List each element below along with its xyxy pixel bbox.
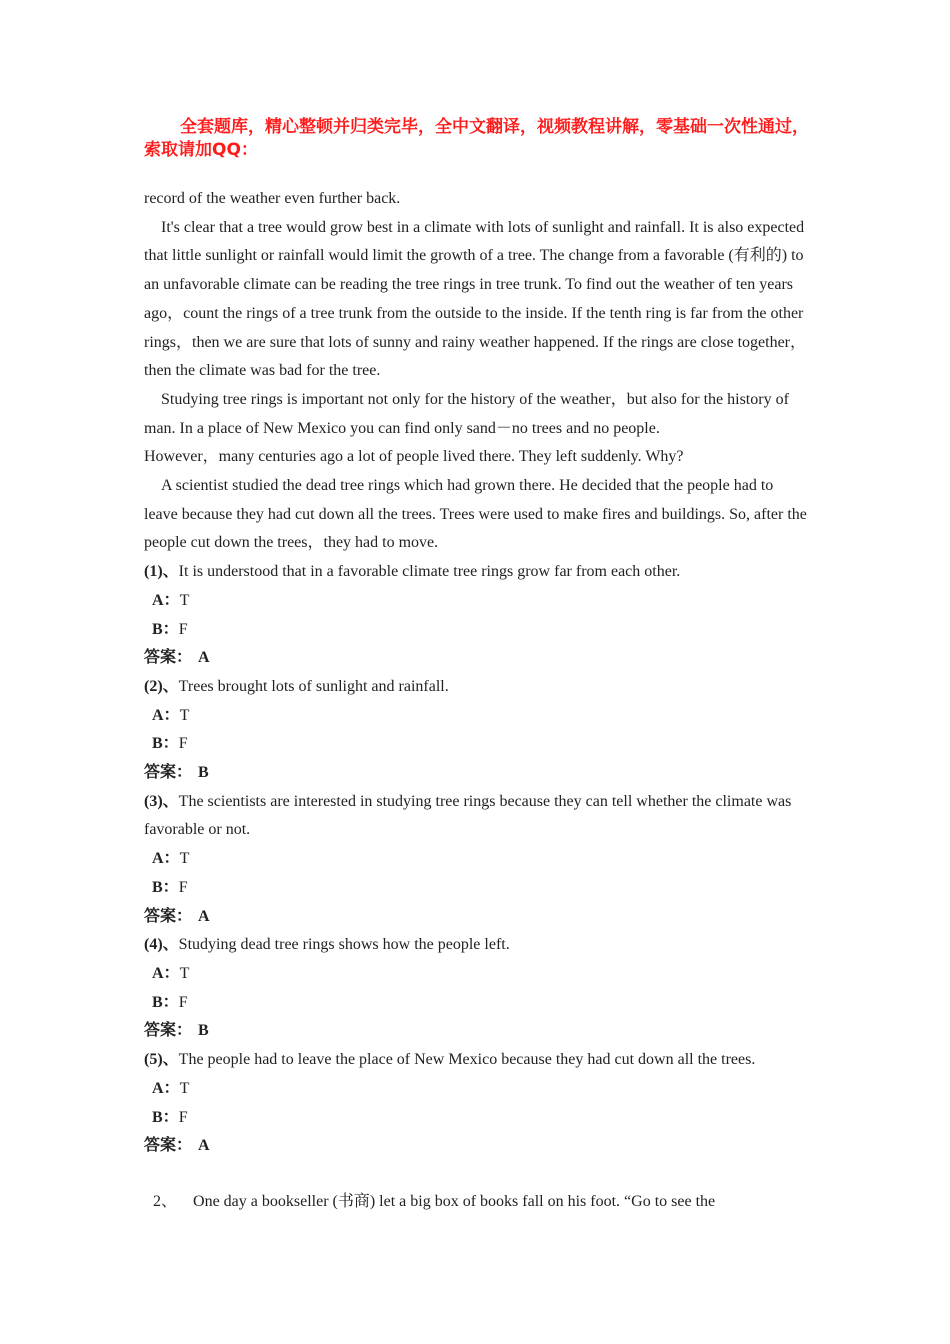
option-a bbox=[144, 960, 808, 989]
option-b bbox=[144, 1104, 808, 1133]
option-a bbox=[144, 1075, 808, 1104]
option-b bbox=[144, 874, 808, 903]
option-text: T bbox=[179, 1079, 190, 1097]
answer-value: A bbox=[198, 1137, 210, 1155]
promo-header: 全套题库，精心整顿并归类完毕，全中文翻译，视频教程讲解，零基础一次性通过，索取请加QQ： bbox=[144, 117, 809, 160]
question-number: (2)、 bbox=[144, 677, 179, 695]
question-5 bbox=[144, 1046, 808, 1161]
answer-label: 答案： bbox=[144, 907, 193, 925]
item-text: One day a bookseller (书商) let a big box of books fall on his foot. “Go to see the bbox=[193, 1193, 716, 1210]
option-label: A： bbox=[152, 706, 180, 724]
answer-value: A bbox=[198, 649, 210, 667]
question-text: The people had to leave the place of New Mexico because they had cut down all the trees. bbox=[178, 1051, 756, 1069]
paragraph: Studying tree rings is important not only for the history of the weather，but also for the history of man. In a place of New Mexico you can find only sand－no trees and no people. bbox=[144, 390, 789, 437]
option-b bbox=[144, 616, 808, 645]
paragraph: However，many centuries ago a lot of people lived there. They left suddenly. Why? bbox=[144, 448, 684, 466]
answer-value: A bbox=[198, 907, 210, 925]
option-b bbox=[144, 989, 808, 1018]
option-text: F bbox=[178, 1108, 188, 1126]
option-text: F bbox=[178, 735, 188, 753]
paragraph: A scientist studied the dead tree rings which had grown there. He decided that the people had to leave because they had cut down all the trees. Trees were used to make fires and buildings. So, after the people cut down the trees，they had to move. bbox=[144, 477, 807, 552]
option-text: F bbox=[178, 878, 188, 896]
option-text: F bbox=[178, 993, 188, 1011]
question-number: (1)、 bbox=[144, 563, 179, 581]
passage bbox=[144, 185, 808, 1161]
option-label: A： bbox=[152, 1079, 180, 1097]
answer-value: B bbox=[198, 764, 209, 782]
paragraph: record of the weather even further back. bbox=[144, 190, 401, 207]
question-text: It is understood that in a favorable climate tree rings grow far from each other. bbox=[178, 563, 681, 581]
question-number: (4)、 bbox=[144, 936, 179, 954]
item-number: 2、 bbox=[153, 1193, 178, 1210]
answer-label: 答案： bbox=[144, 764, 193, 782]
option-text: T bbox=[179, 591, 190, 609]
answer-value: B bbox=[198, 1022, 209, 1040]
answer bbox=[144, 759, 808, 788]
option-a bbox=[144, 702, 808, 731]
option-label: A： bbox=[152, 964, 180, 982]
option-label: A： bbox=[152, 591, 180, 609]
question-3 bbox=[144, 788, 808, 932]
answer bbox=[144, 1017, 808, 1046]
option-a bbox=[144, 845, 808, 874]
question-number: (5)、 bbox=[144, 1051, 179, 1069]
question-text: Trees brought lots of sunlight and rainfall. bbox=[178, 677, 449, 695]
option-label: B： bbox=[152, 1108, 179, 1126]
question-4 bbox=[144, 931, 808, 1046]
option-label: B： bbox=[152, 993, 179, 1011]
answer bbox=[144, 1132, 808, 1161]
next-item bbox=[153, 1188, 813, 1217]
option-label: B： bbox=[152, 620, 179, 638]
question-text: The scientists are interested in studying tree rings because they can tell whether the climate was favorable or not. bbox=[144, 792, 792, 839]
option-label: A： bbox=[152, 850, 180, 868]
question-text: Studying dead tree rings shows how the people left. bbox=[178, 936, 510, 954]
option-a bbox=[144, 587, 808, 616]
answer-label: 答案： bbox=[144, 649, 193, 667]
option-text: F bbox=[178, 620, 188, 638]
answer bbox=[144, 903, 808, 932]
option-b bbox=[144, 730, 808, 759]
answer-label: 答案： bbox=[144, 1022, 193, 1040]
question-2 bbox=[144, 673, 808, 788]
option-label: B： bbox=[152, 878, 179, 896]
option-text: T bbox=[179, 964, 190, 982]
question-1 bbox=[144, 558, 808, 673]
answer bbox=[144, 644, 808, 673]
option-label: B： bbox=[152, 735, 179, 753]
paragraph: It's clear that a tree would grow best in a climate with lots of sunlight and rainfall. It is also expected that little sunlight or rainfall would limit the growth of a tree. The change from a favorable (有利的) to an unfavorable climate can be reading the tree rings in tree trunk. To find out the weather of ten years ago，count the rings of a tree trunk from the outside to the inside. If the tenth ring is far from the other rings，then we are sure that lots of sunny and rainy weather happened. If the rings are close together，then the climate was bad for the tree. bbox=[144, 218, 806, 380]
option-text: T bbox=[179, 706, 190, 724]
answer-label: 答案： bbox=[144, 1137, 193, 1155]
question-number: (3)、 bbox=[144, 792, 179, 810]
option-text: T bbox=[179, 850, 190, 868]
